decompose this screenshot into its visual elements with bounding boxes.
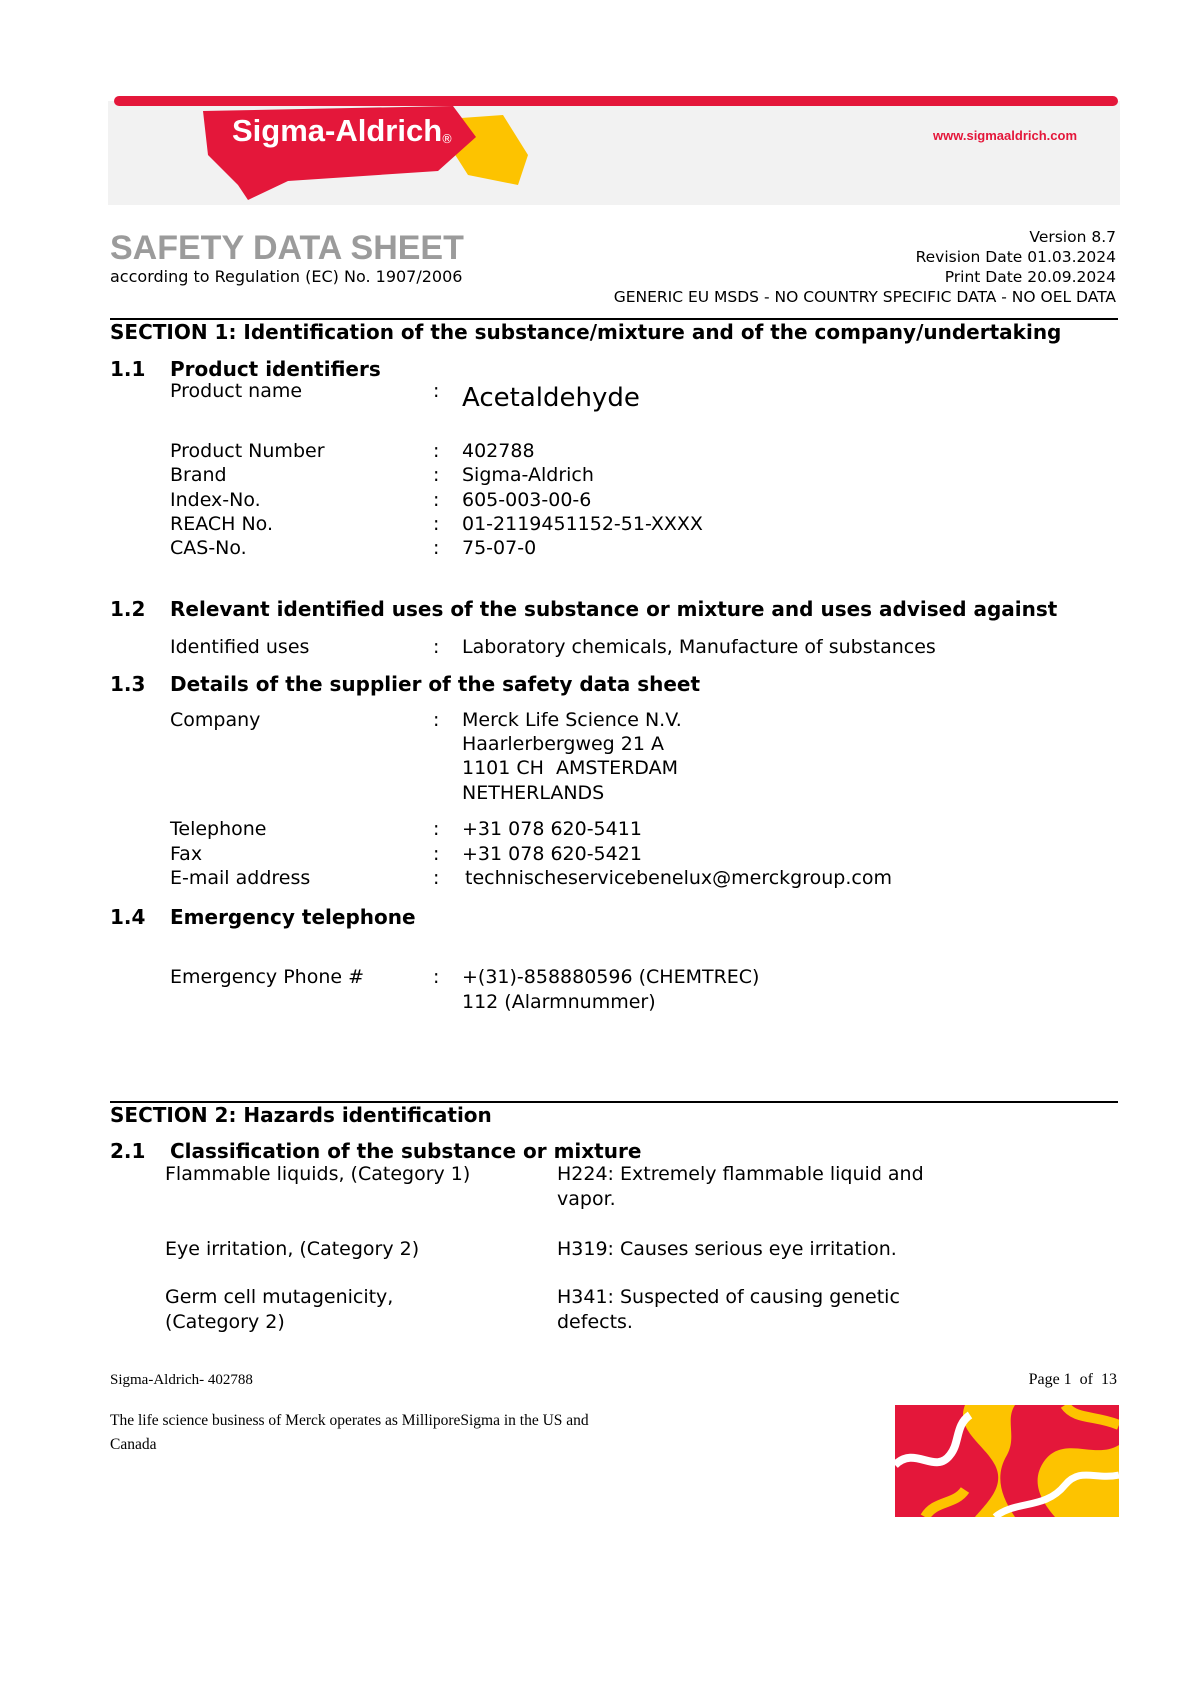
footer-note-line: Canada [110, 1436, 157, 1453]
s21-number: 2.1 [110, 1139, 146, 1163]
brand-label: Brand [170, 464, 227, 486]
footer-note-line: The life science business of Merck operates as MilliporeSigma in the US and [110, 1412, 589, 1429]
cas-no-value: 75-07-0 [462, 537, 537, 559]
footer-note [110, 1409, 589, 1457]
s12-title: Relevant identified uses of the substance or mixture and uses advised against [170, 597, 1058, 621]
colon: : [433, 513, 440, 535]
emergency-phone-line: 112 (Alarmnummer) [462, 991, 656, 1013]
s14-number: 1.4 [110, 905, 146, 929]
product-number-value: 402788 [462, 440, 535, 462]
website-link[interactable]: www.sigmaaldrich.com [933, 128, 1078, 143]
colon: : [433, 440, 440, 462]
s21-title: Classification of the substance or mixture [170, 1139, 642, 1163]
reach-no-label: REACH No. [170, 513, 274, 535]
s13-title: Details of the supplier of the safety data sheet [170, 672, 701, 696]
classification-line: Eye irritation, (Category 2) [165, 1238, 420, 1260]
msds-type: GENERIC EU MSDS - NO COUNTRY SPECIFIC DATA - NO OEL DATA [613, 288, 1116, 306]
identified-uses-label: Identified uses [170, 636, 310, 658]
colon: : [433, 709, 440, 731]
company-line: Haarlerbergweg 21 A [462, 733, 664, 755]
regulation-text: according to Regulation (EC) No. 1907/2006 [110, 267, 463, 286]
page-header [108, 95, 1120, 205]
hazard-statement-line: vapor. [557, 1188, 616, 1210]
classification-line: Flammable liquids, (Category 1) [165, 1163, 471, 1185]
hazard-statement-line: H319: Causes serious eye irritation. [557, 1238, 897, 1260]
fax-label: Fax [170, 843, 203, 865]
s11-number: 1.1 [110, 357, 146, 381]
colon: : [433, 380, 440, 402]
s11-title: Product identifiers [170, 357, 381, 381]
product-number-label: Product Number [170, 440, 325, 462]
emergency-phone-line: +(31)-858880596 (CHEMTREC) [462, 966, 760, 988]
telephone-value: +31 078 620-5411 [462, 818, 642, 840]
section1-title: SECTION 1: Identification of the substance/mixture and of the company/undertaking [110, 320, 1062, 344]
classification-line: (Category 2) [165, 1311, 285, 1333]
index-no-value: 605-003-00-6 [462, 489, 592, 511]
document-title: SAFETY DATA SHEET [110, 229, 464, 267]
hazard-statement-line: defects. [557, 1311, 633, 1333]
s14-title: Emergency telephone [170, 905, 416, 929]
company-line: 1101 CH AMSTERDAM [462, 757, 678, 779]
cas-no-label: CAS-No. [170, 537, 247, 559]
identified-uses-value: Laboratory chemicals, Manufacture of substances [462, 636, 936, 658]
colon: : [433, 867, 440, 889]
colon: : [433, 966, 440, 988]
emergency-phone-label: Emergency Phone # [170, 966, 365, 988]
colon: : [433, 818, 440, 840]
brand-banner [108, 95, 1120, 205]
brand-logo-text: Sigma-Aldrich [232, 113, 443, 148]
colon: : [433, 537, 440, 559]
print-date: Print Date 20.09.2024 [944, 268, 1116, 286]
hazard-statement-line: H341: Suspected of causing genetic [557, 1286, 900, 1308]
product-name-value: Acetaldehyde [462, 383, 640, 413]
email-label: E-mail address [170, 867, 311, 889]
revision-date: Revision Date 01.03.2024 [915, 248, 1116, 266]
reach-no-value: 01-2119451152-51-XXXX [462, 513, 703, 535]
fax-value: +31 078 620-5421 [462, 843, 642, 865]
colon: : [433, 489, 440, 511]
footer-page-number: Page 1 of 13 [1028, 1371, 1117, 1388]
registered-mark: ® [441, 132, 453, 146]
email-value[interactable]: technischeservicebenelux@merckgroup.com [465, 867, 892, 889]
header-meta [614, 227, 1116, 307]
product-name-label: Product name [170, 380, 303, 402]
telephone-label: Telephone [170, 818, 267, 840]
colon: : [433, 464, 440, 486]
merck-logo-graphic [895, 1405, 1119, 1517]
colon: : [433, 636, 440, 658]
index-no-label: Index-No. [170, 489, 261, 511]
footer-product-ref: Sigma-Aldrich- 402788 [110, 1372, 253, 1388]
company-label: Company [170, 709, 261, 731]
version-text: Version 8.7 [1029, 228, 1116, 246]
classification-line: Germ cell mutagenicity, [165, 1286, 394, 1308]
company-line: NETHERLANDS [462, 782, 605, 804]
section2-title: SECTION 2: Hazards identification [110, 1103, 492, 1127]
merck-logo [895, 1405, 1119, 1517]
s13-number: 1.3 [110, 672, 146, 696]
brand-value: Sigma-Aldrich [462, 464, 594, 486]
company-line: Merck Life Science N.V. [462, 709, 682, 731]
s12-number: 1.2 [110, 597, 146, 621]
hazard-statement-line: H224: Extremely flammable liquid and [557, 1163, 924, 1185]
colon: : [433, 843, 440, 865]
